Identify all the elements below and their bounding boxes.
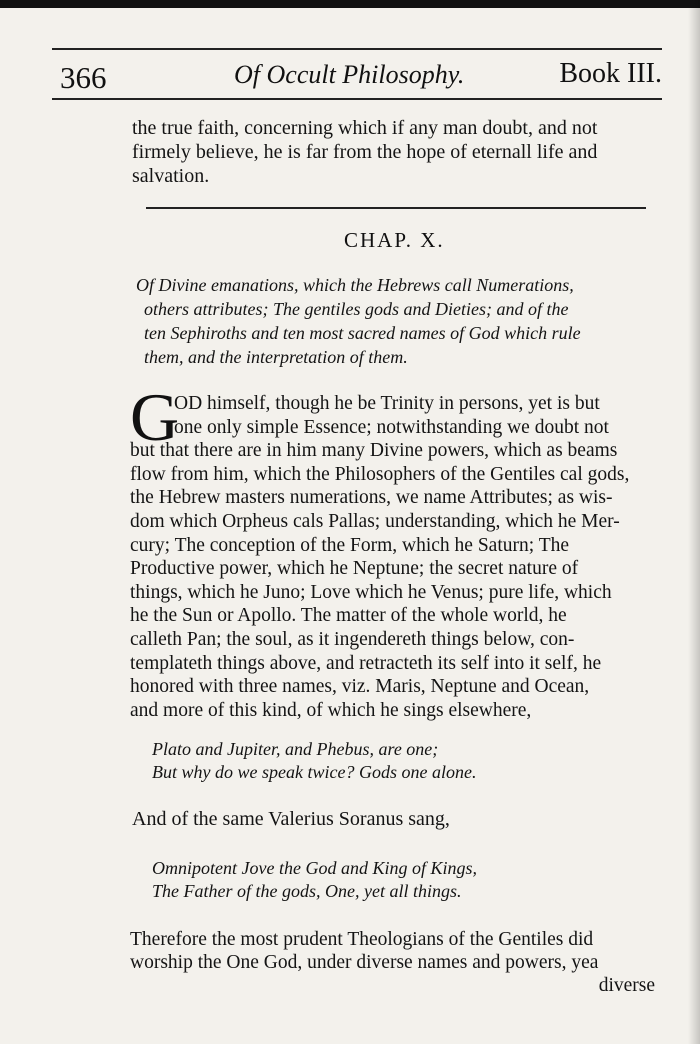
closing-line: worship the One God, under diverse names and powers, yea [130, 952, 599, 973]
header-top-rule [52, 48, 662, 50]
body-line: things, which he Juno; Love which he Venus; pure life, which [130, 581, 612, 603]
intro-line: the true faith, concerning which if any man doubt, and not [132, 117, 598, 139]
verse-quote-1 [152, 738, 476, 784]
verse-line: The Father of the gods, One, yet all things. [152, 881, 462, 901]
summary-line: ten Sephiroths and ten most sacred names of God which rule [144, 323, 581, 343]
verse-line: Plato and Jupiter, and Phebus, are one; [152, 739, 439, 759]
body-line: and more of this kind, of which he sings elsewhere, [130, 699, 532, 721]
verse-quote-2 [152, 857, 477, 903]
body-line: the Hebrew masters numerations, we name Attributes; as wis- [130, 487, 613, 509]
summary-line: them, and the interpretation of them. [144, 347, 408, 367]
body-line: OD himself, though he be Trinity in persons, yet is but [174, 393, 600, 414]
catchword: diverse [598, 975, 655, 996]
body-line: he the Sun or Apollo. The matter of the whole world, he [130, 605, 567, 627]
body-line: but that there are in him many Divine powers, which as beams [130, 440, 618, 462]
intro-paragraph [132, 116, 652, 188]
body-line: cury; The conception of the Form, which he Saturn; The [130, 534, 570, 556]
body-line: templateth things above, and retracteth its self into it self, he [130, 652, 602, 674]
page-header [52, 52, 662, 96]
section-divider [146, 207, 646, 209]
chapter-summary [136, 273, 656, 369]
body-line: dom which Orpheus cals Pallas; understanding, which he Mer- [130, 510, 620, 532]
body-line: flow from him, which the Philosophers of the Gentiles cal gods, [130, 463, 630, 485]
chapter-heading: CHAP. X. [344, 228, 445, 252]
body-line: honored with three names, viz. Maris, Neptune and Ocean, [130, 676, 590, 698]
intro-line: firmely believe, he is far from the hope of eternall life and [132, 141, 598, 163]
body-paragraph [130, 392, 660, 722]
running-title: Of Occult Philosophy. [234, 60, 465, 89]
closing-line: Therefore the most prudent Theologians of the Gentiles did [130, 929, 594, 950]
closing-paragraph [130, 928, 660, 997]
intro-line: salvation. [132, 165, 210, 187]
body-line: Productive power, which he Neptune; the secret nature of [130, 558, 579, 580]
book-label: Book III. [559, 58, 662, 89]
body-line: calleth Pan; the soul, as it ingendereth things below, con- [130, 628, 575, 650]
page-number: 366 [60, 60, 107, 95]
summary-line: others attributes; The gentiles gods and Dieties; and of the [144, 299, 569, 319]
body-line: one only simple Essence; notwithstanding we doubt not [174, 416, 609, 438]
verse-line: Omnipotent Jove the God and King of Kings, [152, 858, 477, 878]
transition-line: And of the same Valerius Soranus sang, [132, 808, 450, 830]
verse-line: But why do we speak twice? Gods one alone. [152, 762, 477, 782]
header-bottom-rule [52, 98, 662, 100]
summary-line: Of Divine emanations, which the Hebrews call Numerations, [136, 275, 574, 295]
drop-cap: G [130, 379, 180, 455]
